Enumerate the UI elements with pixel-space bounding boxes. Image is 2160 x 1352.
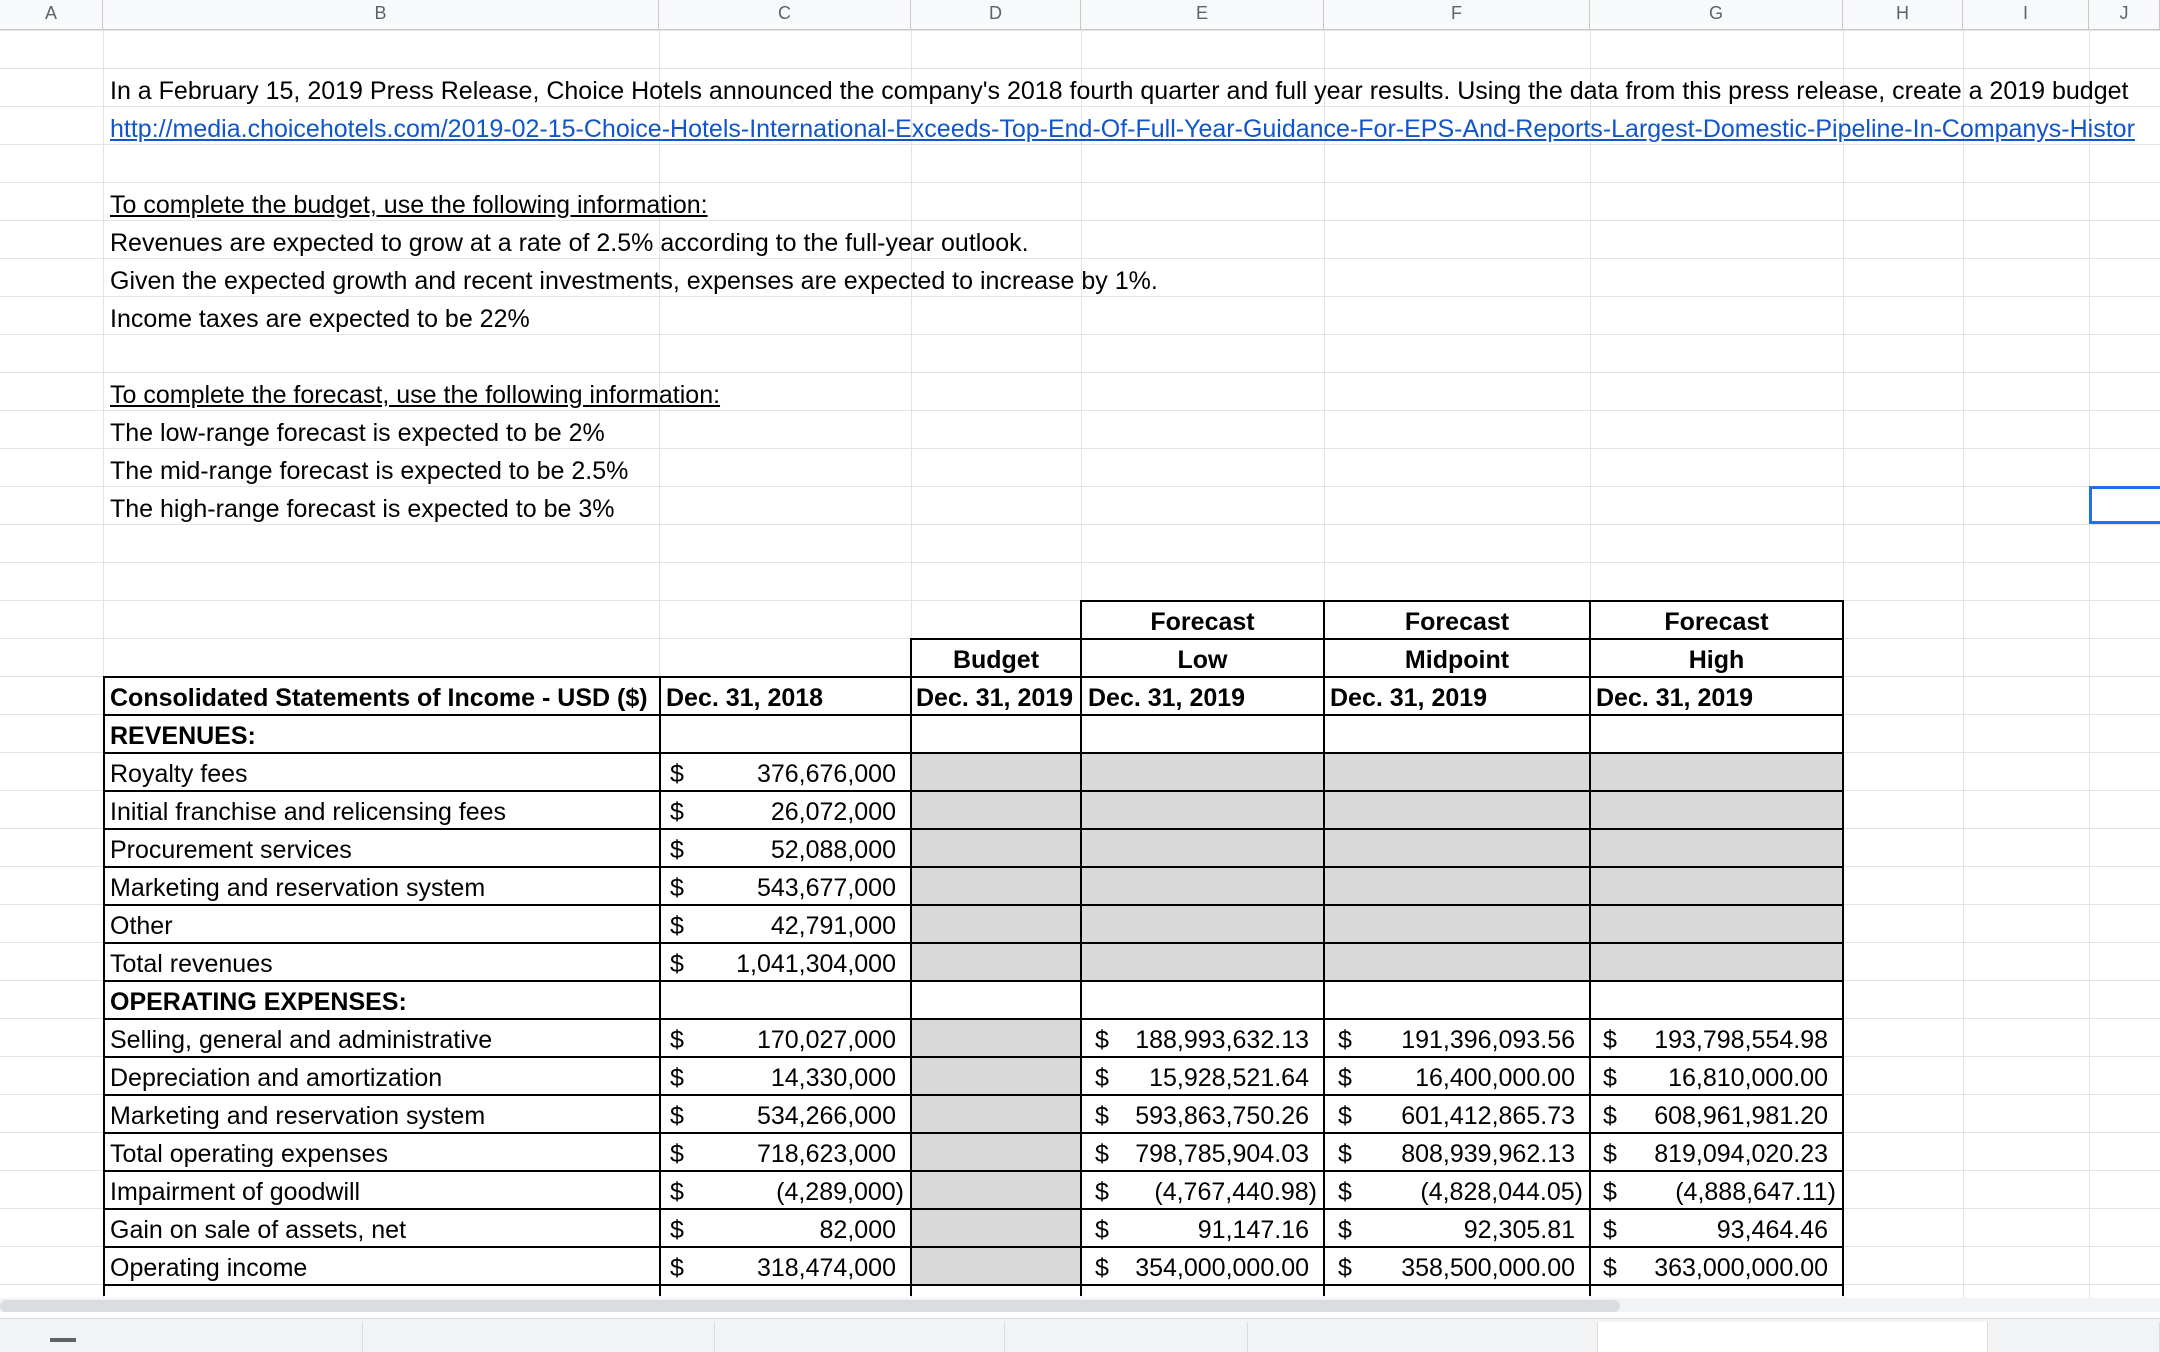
expense-mid[interactable]: 358,500,000.00 bbox=[1401, 1254, 1575, 1282]
high-forecast-subheader: High bbox=[1688, 646, 1745, 674]
currency-symbol: $ bbox=[670, 760, 684, 788]
mid-date-header: Dec. 31, 2019 bbox=[1330, 684, 1488, 712]
column-header-h[interactable]: H bbox=[1843, 0, 1963, 30]
currency-symbol: $ bbox=[1338, 1178, 1352, 1206]
intro-text: In a February 15, 2019 Press Release, Choice Hotels announced the company's 2018 fourth quarter and full year results. Using the data from this press release, create a 2019 budget bbox=[110, 77, 2129, 105]
expense-low[interactable]: 354,000,000.00 bbox=[1135, 1254, 1309, 1282]
currency-symbol: $ bbox=[1095, 1102, 1109, 1130]
revenue-value-2018[interactable]: 376,676,000 bbox=[756, 760, 896, 788]
currency-symbol: $ bbox=[1603, 1140, 1617, 1168]
expense-label: Depreciation and amortization bbox=[110, 1064, 443, 1092]
sheet-tab-active[interactable] bbox=[1598, 1322, 1988, 1352]
revenue-value-2018[interactable]: 52,088,000 bbox=[770, 836, 896, 864]
press-release-link[interactable]: http://media.choicehotels.com/2019-02-15-Choice-Hotels-International-Exceeds-Top-End-Of-Full-Year-Guidance-For-EPS-And-Reports-Largest-Domestic-Pipeline-In-Companys-Histor bbox=[110, 115, 2135, 143]
sheet-tab[interactable] bbox=[1988, 1322, 2160, 1352]
mid-forecast-subheader: Midpoint bbox=[1404, 646, 1510, 674]
expense-label: Impairment of goodwill bbox=[110, 1178, 361, 1206]
expense-label: Selling, general and administrative bbox=[110, 1026, 493, 1054]
expense-mid[interactable]: (4,828,044.05) bbox=[1420, 1178, 1583, 1206]
col-2018-header: Dec. 31, 2018 bbox=[666, 684, 824, 712]
budget-info-heading: To complete the budget, use the following information: bbox=[110, 191, 708, 219]
revenue-value-2018[interactable]: 26,072,000 bbox=[770, 798, 896, 826]
forecast-info-line: The high-range forecast is expected to be 3% bbox=[110, 495, 615, 523]
currency-symbol: $ bbox=[670, 874, 684, 902]
low-forecast-subheader: Low bbox=[1177, 646, 1228, 674]
budget-info-line: Revenues are expected to grow at a rate of 2.5% according to the full-year outlook. bbox=[110, 229, 1029, 257]
expense-mid[interactable]: 808,939,962.13 bbox=[1401, 1140, 1575, 1168]
forecast-info-line: The low-range forecast is expected to be 2% bbox=[110, 419, 605, 447]
forecast-info-line: The mid-range forecast is expected to be 2.5% bbox=[110, 457, 629, 485]
budget-header: Budget bbox=[952, 646, 1040, 674]
expense-value-2018[interactable]: (4,289,000) bbox=[776, 1178, 904, 1206]
expense-high[interactable]: (4,888,647.11) bbox=[1675, 1178, 1836, 1206]
expense-label: Total operating expenses bbox=[110, 1140, 388, 1168]
column-header-d[interactable]: D bbox=[911, 0, 1081, 30]
sheet-tab[interactable] bbox=[108, 1322, 363, 1352]
currency-symbol: $ bbox=[670, 1140, 684, 1168]
revenue-label: Marketing and reservation system bbox=[110, 874, 486, 902]
currency-symbol: $ bbox=[1095, 1064, 1109, 1092]
currency-symbol: $ bbox=[1095, 1178, 1109, 1206]
budget-date-header: Dec. 31, 2019 bbox=[916, 684, 1074, 712]
currency-symbol: $ bbox=[1338, 1216, 1352, 1244]
currency-symbol: $ bbox=[670, 912, 684, 940]
sheet-tab[interactable] bbox=[363, 1322, 715, 1352]
column-header-a[interactable]: A bbox=[0, 0, 103, 30]
high-forecast-header: Forecast bbox=[1664, 608, 1769, 636]
currency-symbol: $ bbox=[1095, 1026, 1109, 1054]
currency-symbol: $ bbox=[670, 1026, 684, 1054]
expense-value-2018[interactable]: 82,000 bbox=[819, 1216, 896, 1244]
expense-value-2018[interactable]: 14,330,000 bbox=[770, 1064, 896, 1092]
currency-symbol: $ bbox=[670, 1178, 684, 1206]
currency-symbol: $ bbox=[1338, 1254, 1352, 1282]
currency-symbol: $ bbox=[670, 798, 684, 826]
all-sheets-icon[interactable] bbox=[50, 1338, 76, 1342]
currency-symbol: $ bbox=[670, 950, 684, 978]
currency-symbol: $ bbox=[670, 836, 684, 864]
revenue-value-2018[interactable]: 1,041,304,000 bbox=[736, 950, 896, 978]
currency-symbol: $ bbox=[1603, 1216, 1617, 1244]
currency-symbol: $ bbox=[1338, 1064, 1352, 1092]
revenue-label: Procurement services bbox=[110, 836, 352, 864]
revenue-label: Total revenues bbox=[110, 950, 273, 978]
currency-symbol: $ bbox=[1095, 1254, 1109, 1282]
expense-low[interactable]: 593,863,750.26 bbox=[1135, 1102, 1309, 1130]
column-header-c[interactable]: C bbox=[659, 0, 911, 30]
expense-value-2018[interactable]: 718,623,000 bbox=[756, 1140, 896, 1168]
currency-symbol: $ bbox=[1095, 1140, 1109, 1168]
sheet-tab[interactable] bbox=[1005, 1322, 1248, 1352]
revenue-value-2018[interactable]: 543,677,000 bbox=[756, 874, 896, 902]
sheet-tab[interactable] bbox=[1248, 1322, 1598, 1352]
currency-symbol: $ bbox=[1338, 1102, 1352, 1130]
budget-info-line: Given the expected growth and recent investments, expenses are expected to increase by 1%. bbox=[110, 267, 1158, 295]
opex-header: OPERATING EXPENSES: bbox=[110, 988, 407, 1016]
expense-mid[interactable]: 191,396,093.56 bbox=[1401, 1026, 1575, 1054]
scrollbar-thumb[interactable] bbox=[0, 1300, 1620, 1312]
expense-low[interactable]: 91,147.16 bbox=[1197, 1216, 1309, 1244]
currency-symbol: $ bbox=[1603, 1178, 1617, 1206]
currency-symbol: $ bbox=[670, 1216, 684, 1244]
high-date-header: Dec. 31, 2019 bbox=[1596, 684, 1754, 712]
table-title: Consolidated Statements of Income - USD ($) bbox=[110, 684, 648, 712]
expense-high[interactable]: 608,961,981.20 bbox=[1654, 1102, 1828, 1130]
expense-high[interactable]: 16,810,000.00 bbox=[1668, 1064, 1828, 1092]
column-header-i[interactable]: I bbox=[1963, 0, 2089, 30]
forecast-info-heading: To complete the forecast, use the following information: bbox=[110, 381, 721, 409]
expense-mid[interactable]: 601,412,865.73 bbox=[1401, 1102, 1575, 1130]
expense-high[interactable]: 193,798,554.98 bbox=[1654, 1026, 1828, 1054]
budget-info-line: Income taxes are expected to be 22% bbox=[110, 305, 530, 333]
revenue-label: Other bbox=[110, 912, 173, 940]
column-header-f[interactable]: F bbox=[1324, 0, 1590, 30]
currency-symbol: $ bbox=[670, 1064, 684, 1092]
column-header-g[interactable]: G bbox=[1590, 0, 1843, 30]
currency-symbol: $ bbox=[1095, 1216, 1109, 1244]
expense-label: Operating income bbox=[110, 1254, 308, 1282]
expense-low[interactable]: 798,785,904.03 bbox=[1135, 1140, 1309, 1168]
expense-high[interactable]: 819,094,020.23 bbox=[1654, 1140, 1828, 1168]
currency-symbol: $ bbox=[1338, 1140, 1352, 1168]
currency-symbol: $ bbox=[1603, 1102, 1617, 1130]
currency-symbol: $ bbox=[1338, 1026, 1352, 1054]
expense-high[interactable]: 93,464.46 bbox=[1716, 1216, 1828, 1244]
revenues-header: REVENUES: bbox=[110, 722, 256, 750]
low-forecast-header: Forecast bbox=[1150, 608, 1255, 636]
expense-value-2018[interactable]: 318,474,000 bbox=[756, 1254, 896, 1282]
currency-symbol: $ bbox=[670, 1254, 684, 1282]
expense-low[interactable]: 15,928,521.64 bbox=[1149, 1064, 1309, 1092]
expense-mid[interactable]: 92,305.81 bbox=[1463, 1216, 1575, 1244]
mid-forecast-header: Forecast bbox=[1404, 608, 1510, 636]
currency-symbol: $ bbox=[1603, 1064, 1617, 1092]
column-header-e[interactable]: E bbox=[1081, 0, 1324, 30]
expense-mid[interactable]: 16,400,000.00 bbox=[1415, 1064, 1575, 1092]
sheet-tab[interactable] bbox=[715, 1322, 1005, 1352]
expense-value-2018[interactable]: 534,266,000 bbox=[756, 1102, 896, 1130]
currency-symbol: $ bbox=[670, 1102, 684, 1130]
expense-label: Gain on sale of assets, net bbox=[110, 1216, 407, 1244]
expense-low[interactable]: 188,993,632.13 bbox=[1135, 1026, 1309, 1054]
expense-label: Marketing and reservation system bbox=[110, 1102, 486, 1130]
expense-low[interactable]: (4,767,440.98) bbox=[1154, 1178, 1317, 1206]
column-header-j[interactable]: J bbox=[2089, 0, 2160, 30]
revenue-label: Initial franchise and relicensing fees bbox=[110, 798, 507, 826]
low-date-header: Dec. 31, 2019 bbox=[1088, 684, 1246, 712]
expense-value-2018[interactable]: 170,027,000 bbox=[756, 1026, 896, 1054]
selected-cell[interactable] bbox=[2089, 486, 2160, 524]
currency-symbol: $ bbox=[1603, 1254, 1617, 1282]
column-header-b[interactable]: B bbox=[103, 0, 659, 30]
revenue-value-2018[interactable]: 42,791,000 bbox=[770, 912, 896, 940]
expense-high[interactable]: 363,000,000.00 bbox=[1654, 1254, 1828, 1282]
currency-symbol: $ bbox=[1603, 1026, 1617, 1054]
revenue-label: Royalty fees bbox=[110, 760, 248, 788]
